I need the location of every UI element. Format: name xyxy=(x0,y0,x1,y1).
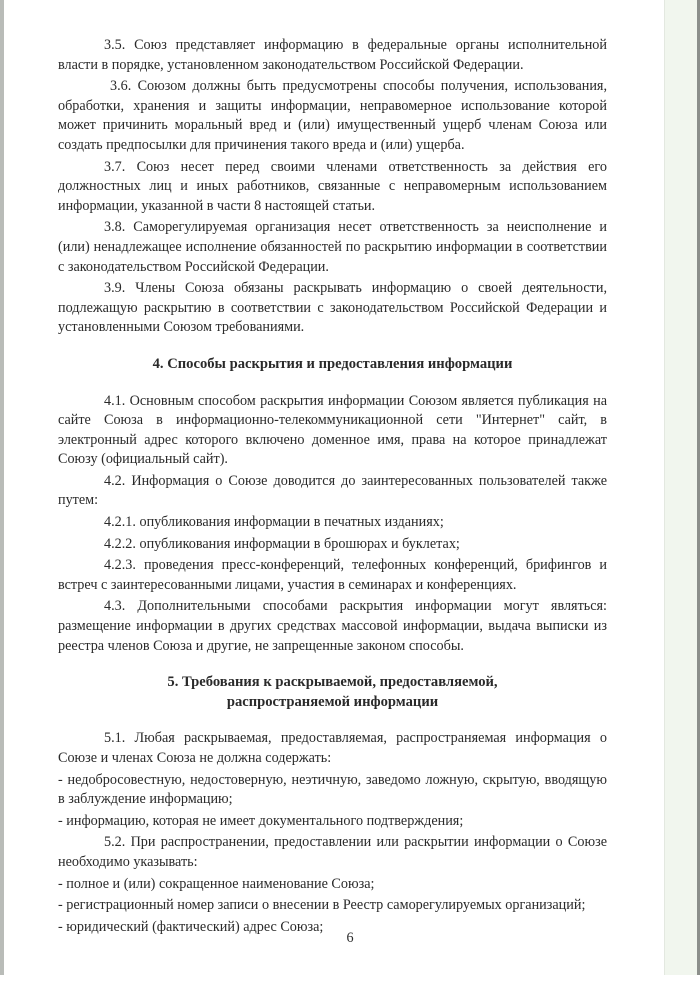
list-item-5-2-c: - юридический (фактический) адрес Союза; xyxy=(58,918,324,935)
paragraph-3-9: 3.9. Члены Союза обязаны раскрывать информацию о своей деятельности, подлежащую раскрытию в соответствии с законодательством Российской Федерации и установленными Союзом требованиями. xyxy=(58,280,607,336)
paragraph-4-2-2: 4.2.2. опубликования информации в брошюрах и буклетах; xyxy=(104,535,460,552)
scan-right-margin xyxy=(664,0,698,975)
section-heading-5-line1: 5. Требования к раскрываемой, предоставляемой, xyxy=(167,674,498,691)
paragraph-3-6: 3.6. Союзом должны быть предусмотрены способы получения, использования, обработки, хранения и защиты информации, неправомерное использование которой может причинить моральный вред и (или) имущественный ущерб членам Союза или создать предпосылки для причинения такого вреда и (или) ущерба. xyxy=(58,78,607,153)
paragraph-4-2-3: 4.2.3. проведения пресс-конференций, телефонных конференций, брифингов и встреч с заинтересованными лицами, участия в семинарах и конференциях. xyxy=(58,557,607,593)
paragraph-4-2: 4.2. Информация о Союзе доводится до заинтересованных пользователей также путем: xyxy=(58,472,607,509)
paragraph-5-1: 5.1. Любая раскрываемая, предоставляемая, распространяемая информация о Союзе и членах Союза не должна содержать: xyxy=(58,730,607,766)
list-item-5-1-a: - недобросовестную, недостоверную, неэтичную, заведомо ложную, скрытую, вводящую в заблуждение информацию; xyxy=(58,771,607,808)
paragraph-3-8: 3.8. Саморегулируемая организация несет ответственность за неисполнение и (или) ненадлежащее исполнение обязанностей по раскрытию информации в соответствии с законодательством Российской Федерации. xyxy=(58,219,607,275)
page-number: 6 xyxy=(346,930,354,946)
list-item-5-2-b: - регистрационный номер записи о внесении в Реестр саморегулируемых организаций; xyxy=(58,897,586,914)
document-page xyxy=(58,36,607,939)
scan-left-edge xyxy=(0,0,4,975)
paragraph-4-2-1: 4.2.1. опубликования информации в печатных изданиях; xyxy=(104,514,444,531)
section-heading-5 xyxy=(58,673,607,712)
section-heading-4: 4. Способы раскрытия и предоставления информации xyxy=(152,355,513,372)
paragraph-4-1: 4.1. Основным способом раскрытия информации Союзом является публикация на сайте Союза в информационно-телекоммуникационной сети "Интернет" сайт, в электронный адрес которого включено доменное имя, права на которое принадлежат Союзу (официальный сайт). xyxy=(58,392,607,468)
list-item-5-1-b: - информацию, которая не имеет документального подтверждения; xyxy=(58,812,464,829)
paragraph-3-5: 3.5. Союз представляет информацию в федеральные органы исполнительной власти в порядке, установленном законодательством Российской Федерации. xyxy=(58,37,607,73)
paragraph-4-3: 4.3. Дополнительными способами раскрытия информации могут являться: размещение информации в других средствах массовой информации, выдача выписки из реестра членов Союза и другие, не запрещенные законом способы. xyxy=(58,598,607,654)
section-heading-5-line2: распространяемой информации xyxy=(226,693,439,710)
scan-bottom-band xyxy=(0,975,700,988)
paragraph-5-2: 5.2. При распространении, предоставлении или раскрытии информации о Союзе необходимо указывать: xyxy=(58,834,607,870)
list-item-5-2-a: - полное и (или) сокращенное наименование Союза; xyxy=(58,875,375,892)
paragraph-3-7: 3.7. Союз несет перед своими членами ответственность за действия его должностных лиц и иных работников, связанные с неправомерным использованием информации, указанной в части 8 настоящей статьи. xyxy=(58,158,607,214)
